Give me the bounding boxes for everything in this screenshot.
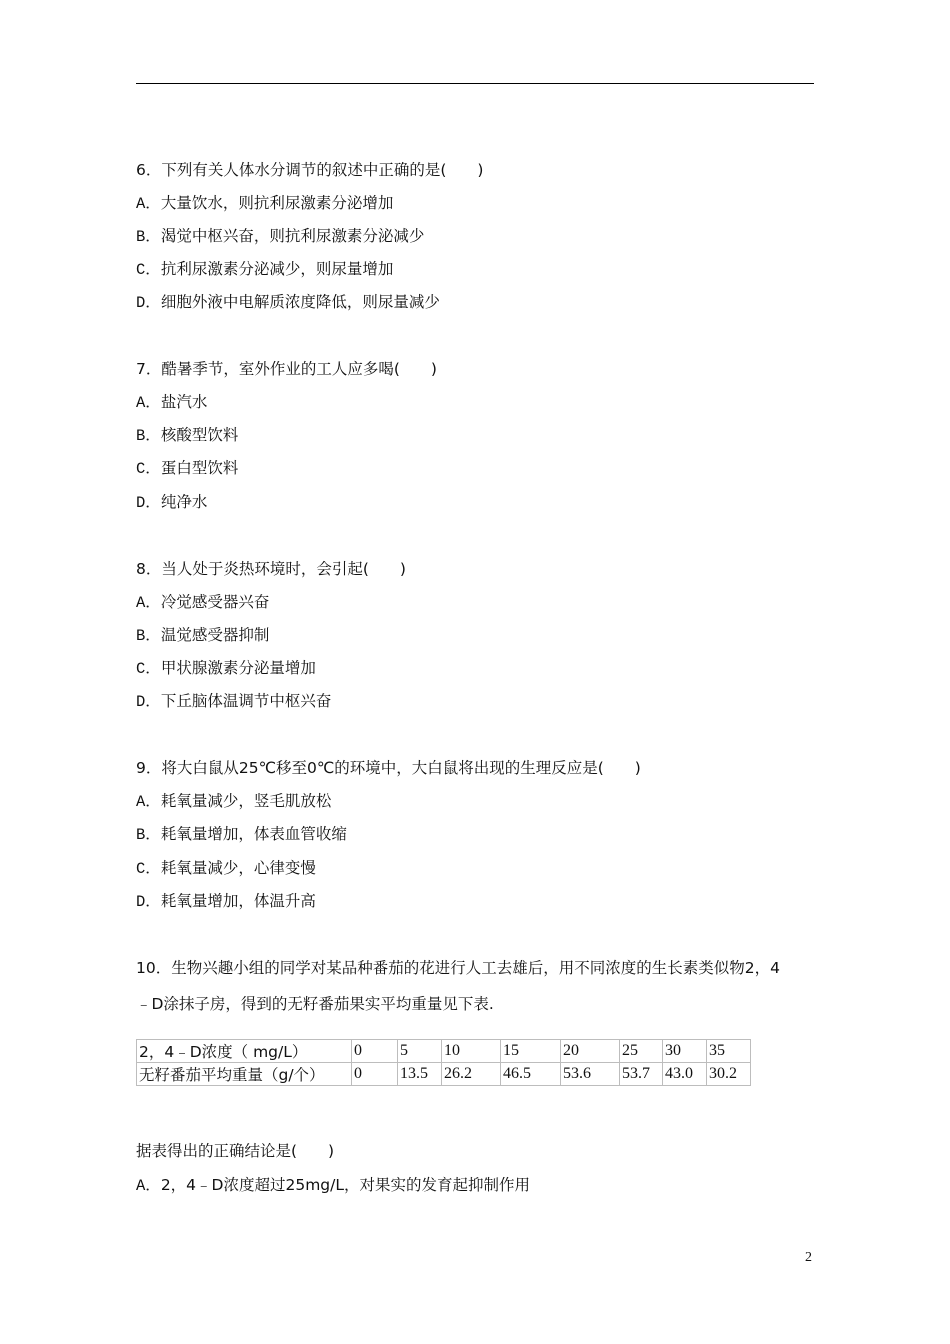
question-6-option-b bbox=[136, 226, 424, 247]
option-text: 盐汽水 bbox=[160, 393, 208, 411]
question-6-option-a bbox=[136, 193, 393, 214]
table-cell: 25 bbox=[620, 1040, 663, 1063]
question-8-option-c bbox=[136, 658, 316, 679]
option-text: 下丘脑体温调节中枢兴奋 bbox=[160, 692, 332, 710]
question-9-option-d bbox=[136, 891, 316, 912]
concentration-weight-table bbox=[136, 1039, 751, 1086]
option-letter: D． bbox=[136, 893, 161, 911]
question-9-option-b bbox=[136, 824, 347, 845]
option-text: 甲状腺激素分泌量增加 bbox=[160, 659, 316, 677]
table-row-label: 无籽番茄平均重量（g/个） bbox=[137, 1063, 352, 1086]
option-letter: B． bbox=[136, 427, 161, 445]
table-cell: 43.0 bbox=[663, 1063, 707, 1086]
question-8-stem: 8．当人处于炎热环境时，会引起( ) bbox=[136, 560, 406, 578]
question-8-option-a bbox=[136, 592, 269, 613]
option-text: 耗氧量增加，体表血管收缩 bbox=[160, 825, 347, 843]
question-6-stem: 6．下列有关人体水分调节的叙述中正确的是( ) bbox=[136, 161, 484, 179]
table-cell: 13.5 bbox=[398, 1063, 442, 1086]
table-cell: 30.2 bbox=[707, 1063, 751, 1086]
question-8-option-d bbox=[136, 691, 331, 712]
table-cell: 0 bbox=[352, 1063, 398, 1086]
option-letter: D． bbox=[136, 494, 161, 512]
option-text: 2，4﹣D浓度超过25mg/L，对果实的发育起抑制作用 bbox=[160, 1176, 530, 1194]
option-text: 细胞外液中电解质浓度降低，则尿量减少 bbox=[160, 293, 440, 311]
question-10-stem-line-1: 10．生物兴趣小组的同学对某品种番茄的花进行人工去雄后，用不同浓度的生长素类似物2，4 bbox=[136, 959, 780, 977]
option-letter: A． bbox=[136, 394, 161, 412]
option-text: 温觉感受器抑制 bbox=[160, 626, 270, 644]
question-6-option-d bbox=[136, 292, 440, 313]
table-row bbox=[137, 1040, 751, 1063]
question-7-option-a bbox=[136, 392, 207, 413]
table-cell: 26.2 bbox=[442, 1063, 501, 1086]
question-7-option-b bbox=[136, 425, 238, 446]
option-text: 大量饮水，则抗利尿激素分泌增加 bbox=[160, 194, 394, 212]
question-7-stem: 7．酷暑季节，室外作业的工人应多喝( ) bbox=[136, 360, 437, 378]
table-row bbox=[137, 1063, 751, 1086]
table-cell: 35 bbox=[707, 1040, 751, 1063]
option-text: 耗氧量增加，体温升高 bbox=[160, 892, 316, 910]
option-text: 冷觉感受器兴奋 bbox=[160, 593, 270, 611]
option-text: 纯净水 bbox=[160, 493, 208, 511]
table-cell: 53.7 bbox=[620, 1063, 663, 1086]
option-text: 核酸型饮料 bbox=[160, 426, 239, 444]
table-cell: 0 bbox=[352, 1040, 398, 1063]
option-text: 蛋白型饮料 bbox=[160, 459, 239, 477]
table-cell: 53.6 bbox=[561, 1063, 620, 1086]
table-cell: 20 bbox=[561, 1040, 620, 1063]
option-letter: D． bbox=[136, 693, 161, 711]
question-9-stem: 9．将大白鼠从25℃移至0℃的环境中，大白鼠将出现的生理反应是( ) bbox=[136, 759, 641, 777]
table-cell: 30 bbox=[663, 1040, 707, 1063]
question-7-option-c bbox=[136, 458, 238, 479]
option-letter: A． bbox=[136, 195, 161, 213]
question-10-option-a bbox=[136, 1175, 530, 1196]
table-cell: 10 bbox=[442, 1040, 501, 1063]
table-cell: 46.5 bbox=[501, 1063, 561, 1086]
option-letter: B． bbox=[136, 228, 161, 246]
option-letter: A． bbox=[136, 793, 161, 811]
question-9-option-c bbox=[136, 858, 316, 879]
header-rule bbox=[136, 83, 814, 84]
option-letter: A． bbox=[136, 594, 161, 612]
page-number: 2 bbox=[805, 1250, 812, 1265]
question-10-stem-line-2: ﹣D涂抹子房，得到的无籽番茄果实平均重量见下表. bbox=[136, 995, 494, 1013]
option-letter: D． bbox=[136, 294, 161, 312]
option-text: 耗氧量减少，心律变慢 bbox=[160, 859, 316, 877]
question-9-option-a bbox=[136, 791, 331, 812]
table-cell: 15 bbox=[501, 1040, 561, 1063]
question-7-option-d bbox=[136, 492, 207, 513]
table-row-label: 2，4﹣D浓度（ mg/L） bbox=[137, 1040, 352, 1063]
table-cell: 5 bbox=[398, 1040, 442, 1063]
question-8-option-b bbox=[136, 625, 269, 646]
option-letter: B． bbox=[136, 826, 161, 844]
option-letter: A． bbox=[136, 1177, 161, 1195]
question-10-prompt: 据表得出的正确结论是( ) bbox=[136, 1142, 335, 1160]
option-text: 渴觉中枢兴奋，则抗利尿激素分泌减少 bbox=[160, 227, 425, 245]
option-letter: C． bbox=[136, 860, 161, 878]
question-6-option-c bbox=[136, 259, 393, 280]
option-letter: B． bbox=[136, 627, 161, 645]
option-text: 耗氧量减少，竖毛肌放松 bbox=[160, 792, 332, 810]
option-letter: C． bbox=[136, 261, 161, 279]
option-letter: C． bbox=[136, 460, 161, 478]
option-letter: C． bbox=[136, 660, 161, 678]
option-text: 抗利尿激素分泌减少，则尿量增加 bbox=[160, 260, 394, 278]
